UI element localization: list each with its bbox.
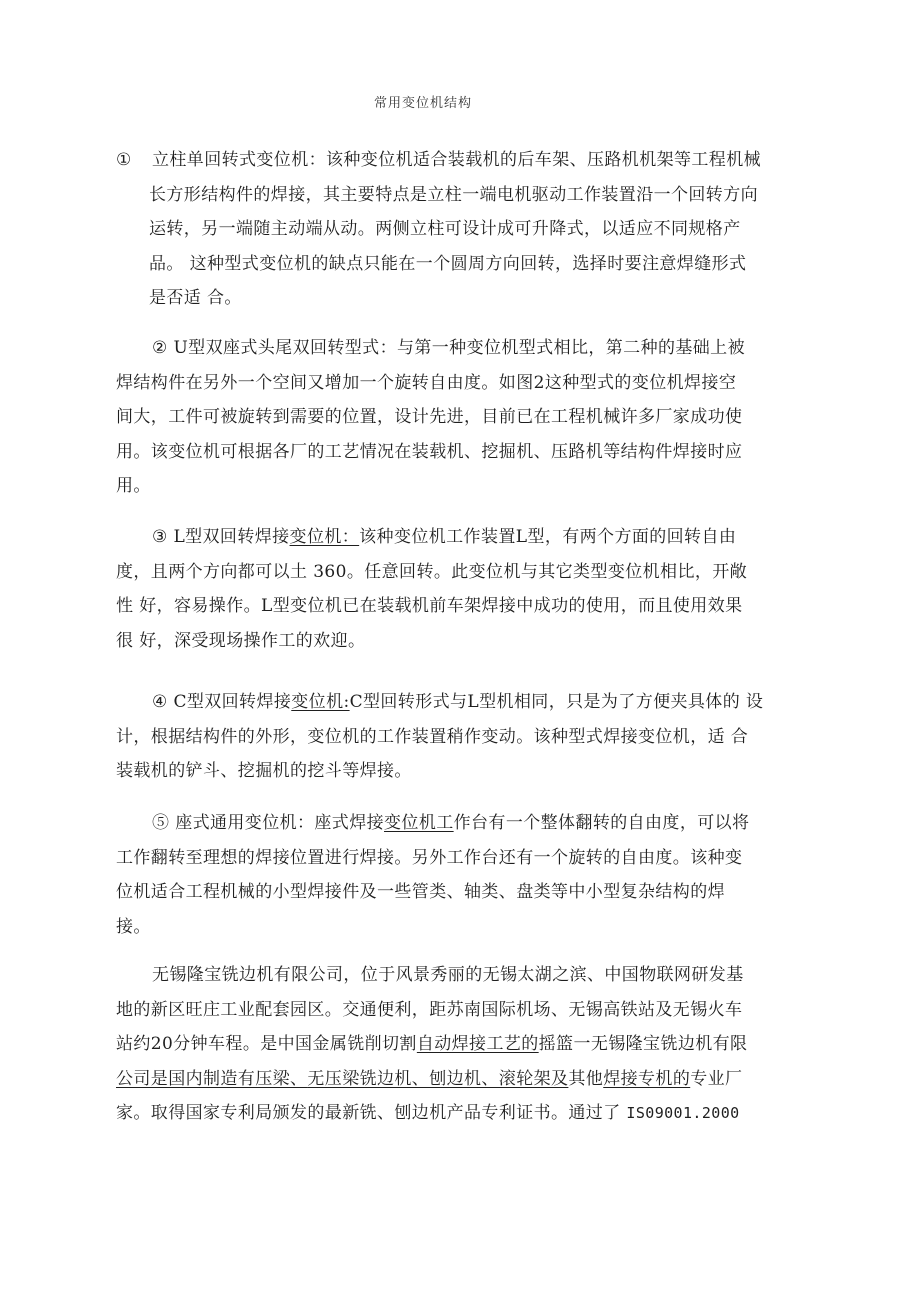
paragraph-3-line-1: ③ L型双回转焊接变位机：该种变位机工作装置L型，有两个方面的回转自由 <box>152 527 737 547</box>
certification-code: IS09001.2000 <box>626 1104 740 1122</box>
paragraph-2-line-4: 用。该变位机可根据各厂的工艺情况在装载机、挖掘机、压路机等结构件焊接时应 <box>116 441 743 462</box>
term-link[interactable]: 自动焊接工艺的 <box>416 1034 539 1054</box>
paragraph-5-line-3: 位机适合工程机械的小型焊接件及一些管类、轴类、盘类等中小型复杂结构的焊 <box>116 882 725 902</box>
paragraph-1-line-5: 是否适 合。 <box>149 288 242 308</box>
paragraph-3-line-4: 很 好，深受现场操作工的欢迎。 <box>116 630 366 651</box>
paragraph-2-line-2: 焊结构件在另外一个空间又增加一个旋转自由度。如图2这种型式的变位机焊接空 <box>116 372 737 393</box>
paragraph-1 <box>116 143 816 316</box>
paragraph-4 <box>116 685 816 789</box>
term-link[interactable]: 焊接专机的 <box>603 1068 691 1089</box>
term-link[interactable]: 变位机工 <box>384 813 454 833</box>
paragraph-3-line-2: 度，且两个方向都可以土 360。任意回转。此变位机与其它类型变位机相比，开敞 <box>116 561 748 582</box>
paragraph-3-line-3: 性 好，容易操作。L型变位机已在装载机前车架焊接中成功的使用，而且使用效果 <box>116 596 743 616</box>
paragraph-2-line-5: 用。 <box>116 476 151 496</box>
paragraph-6-line-2: 地的新区旺庄工业配套园区。交通便利，距苏南国际机场、无锡高铁站及无锡火车 <box>116 999 743 1020</box>
paragraph-5-line-2: 工作翻转至理想的焊接位置进行焊接。另外工作台还有一个旋转的自由度。该种变 <box>116 847 743 868</box>
paragraph-1-line-3: 运转，另一端随主动端从动。两侧立柱可设计成可升降式，以适应不同规格产 <box>149 219 741 239</box>
term-link[interactable]: 变位机: <box>291 692 350 712</box>
page-title: 常用变位机结构 <box>373 96 472 111</box>
paragraph-6 <box>116 958 816 1131</box>
paragraph-5-line-1: ⑤ 座式通用变位机：座式焊接变位机工作台有一个整体翻转的自由度，可以将 <box>152 813 750 833</box>
paragraph-5-line-4: 接。 <box>116 916 151 937</box>
paragraph-1-line-4: 品。 这种型式变位机的缺点只能在一个圆周方向回转，选择时要注意焊缝形式 <box>149 253 747 274</box>
paragraph-6-line-3: 站约20分钟车程。是中国金属铣削切割自动焊接工艺的摇篮一无锡隆宝铣边机有限 <box>116 1034 748 1054</box>
paragraph-6-line-5: 家。取得国家专利局颁发的最新铣、刨边机产品专利证书。通过了 IS09001.2000 <box>116 1103 740 1123</box>
paragraph-2 <box>116 331 816 504</box>
paragraph-1-line-2: 长方形结构件的焊接，其主要特点是立柱一端电机驱动工作装置沿一个回转方向 <box>149 184 758 205</box>
paragraph-6-line-4: 公司是国内制造有压梁、无压梁铣边机、刨边机、滚轮架及其他焊接专机的专业厂 <box>116 1068 743 1089</box>
paragraph-2-line-1: ② U型双座式头尾双回转型式：与第一种变位机型式相比，第二种的基础上被 <box>152 338 745 358</box>
paragraph-2-line-3: 间大，工件可被旋转到需要的位置，设计先进，目前已在工程机械许多厂家成功使 <box>116 407 743 427</box>
paragraph-6-line-1: 无锡隆宝铣边机有限公司，位于风景秀丽的无锡太湖之滨、中国物联网研发基 <box>152 965 744 985</box>
term-link[interactable]: 变位机： <box>289 527 360 547</box>
paragraph-4-line-2: 计，根据结构件的外形，变位机的工作装置稍作变动。该种型式焊接变位机，适 合 <box>116 726 749 747</box>
paragraph-5 <box>116 806 816 944</box>
paragraph-4-line-1: ④ C型双回转焊接变位机:C型回转形式与L型机相同，只是为了方便夹具体的 设 <box>152 692 764 712</box>
paragraph-1-line-1: ① 立柱单回转式变位机：该种变位机适合装载机的后车架、压路机机架等工程机械 <box>116 143 816 178</box>
paragraph-3 <box>116 520 816 658</box>
paragraph-4-line-3: 装载机的铲斗、挖掘机的挖斗等焊接。 <box>116 761 412 781</box>
term-link[interactable]: 无压梁铣边机、刨边机、滚轮架及 <box>307 1068 569 1089</box>
list-marker: ① <box>116 150 132 170</box>
